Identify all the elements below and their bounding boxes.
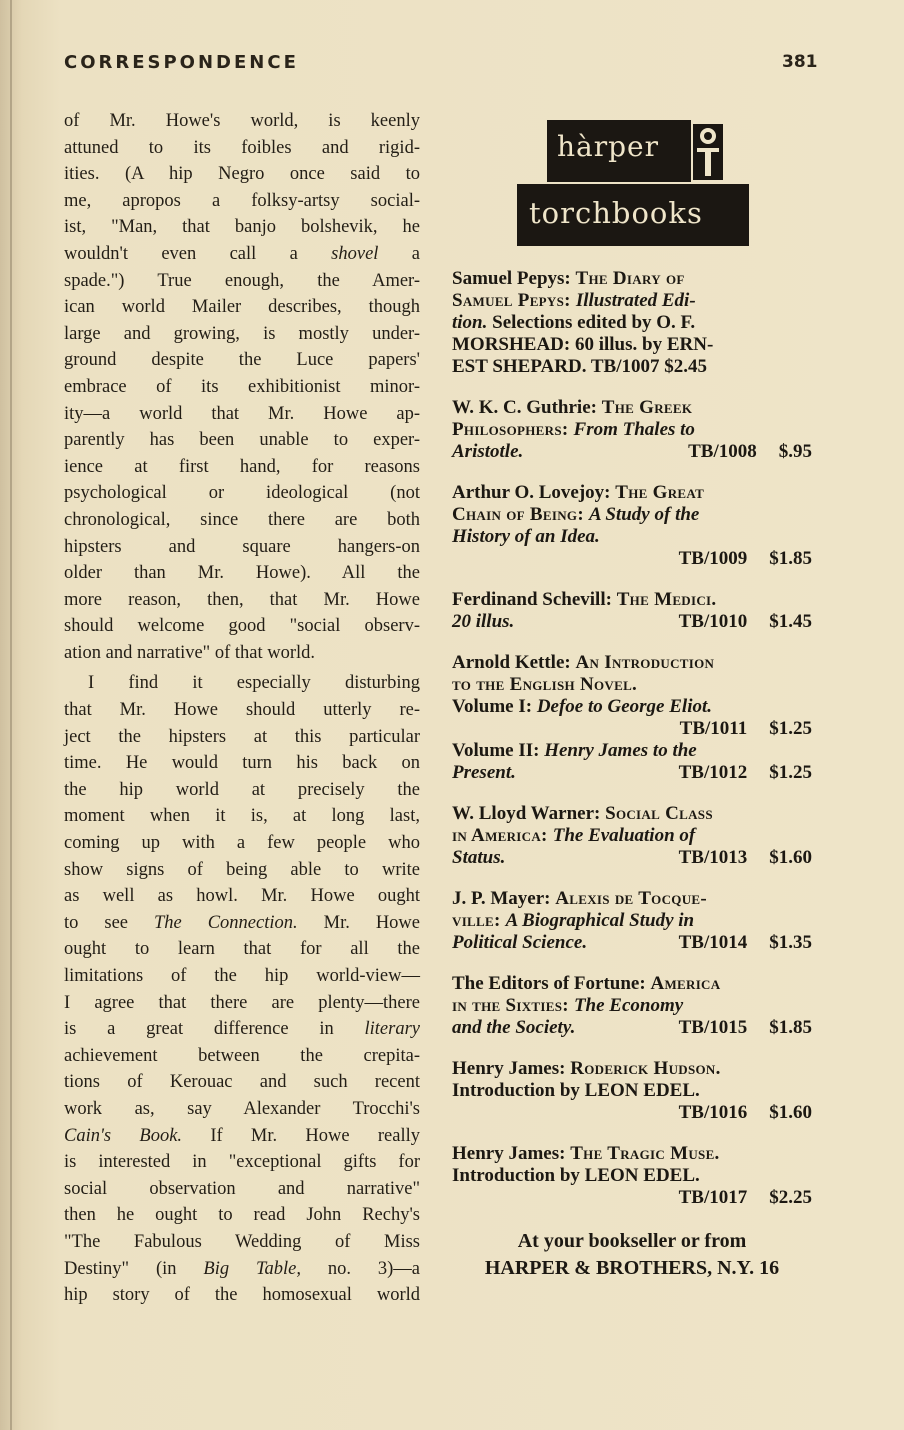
text-line: wouldn't even call a shovel a bbox=[64, 243, 420, 264]
text-line: ience at first hand, for reasons bbox=[64, 456, 420, 477]
running-head: CORRESPONDENCE bbox=[64, 52, 299, 73]
text-line: tions of Kerouac and such recent bbox=[64, 1072, 420, 1093]
text-line: older than Mr. Howe). All the bbox=[64, 563, 420, 584]
text-line: show signs of being able to write bbox=[64, 859, 420, 880]
text-line: as well as howl. Mr. Howe ought bbox=[64, 886, 420, 907]
text-line: time. He would turn his back on bbox=[64, 753, 420, 774]
text-line: limitations of the hip world-view— bbox=[64, 966, 420, 986]
text-line: chronological, since there are both bbox=[64, 509, 420, 530]
text-line: work as, say Alexander Trocchi's bbox=[64, 1098, 420, 1119]
binding-gutter bbox=[10, 0, 12, 1430]
text-line: the hip world at precisely the bbox=[64, 779, 420, 800]
text-line: ity—a world that Mr. Howe ap- bbox=[64, 403, 420, 424]
text-line: of Mr. Howe's world, is keenly bbox=[64, 111, 420, 131]
text-line: embrace of its exhibitionist minor- bbox=[64, 376, 420, 397]
text-line: hip story of the homosexual world bbox=[64, 1285, 420, 1306]
book-entry: Henry James: Roderick Hudson. Introduction by LEON EDEL. TB/1016 $1.60 bbox=[452, 1058, 812, 1123]
text-line: parently has been unable to exper- bbox=[64, 430, 420, 451]
book-entry: Henry James: The Tragic Muse. Introduction by LEON EDEL. TB/1017 $2.25 bbox=[452, 1143, 812, 1208]
text-line: "The Fabulous Wedding of Miss bbox=[64, 1231, 420, 1252]
harper-torchbooks-logo bbox=[517, 120, 749, 250]
book-entry: Samuel Pepys: The Diary of Samuel Pepys: Illustrated Edi- tion. Selections edited by O. F. MORSHEAD: 60 illus. by ERN- EST SHEPARD. TB/1007 $2.45 bbox=[452, 268, 714, 377]
text-line: moment when it is, at long last, bbox=[64, 806, 420, 827]
book-entry: W. Lloyd Warner: Social Class in America: The Evaluation of Status. TB/1013 $1.60 bbox=[452, 803, 812, 868]
text-line: is a great difference in literary bbox=[64, 1019, 420, 1040]
footer-line: At your bookseller or from bbox=[517, 1230, 747, 1252]
text-line: should welcome good "social observ- bbox=[64, 616, 420, 637]
text-line: spade.") True enough, the Amer- bbox=[64, 270, 420, 291]
text-line: achievement between the crepita- bbox=[64, 1045, 420, 1066]
book-entry: Arthur O. Lovejoy: The Great Chain of Being: A Study of the History of an Idea. TB/1009 $1.85 bbox=[452, 482, 812, 569]
text-line: I agree that there are plenty—there bbox=[64, 992, 420, 1013]
book-list bbox=[452, 268, 812, 1282]
text-line: large and growing, is mostly under- bbox=[64, 323, 420, 344]
ad-footer bbox=[452, 1228, 812, 1282]
logo-word-harper: hàrper bbox=[557, 130, 659, 163]
logo-word-torchbooks: torchbooks bbox=[529, 196, 703, 230]
book-entry: Ferdinand Schevill: The Medici. 20 illus. TB/1010 $1.45 bbox=[452, 589, 812, 632]
text-line: ican world Mailer describes, though bbox=[64, 297, 420, 318]
text-line: Cain's Book. If Mr. Howe really bbox=[64, 1125, 420, 1146]
text-line: ities. (A hip Negro once said to bbox=[64, 164, 420, 185]
text-line: ation and narrative" of that world. bbox=[64, 642, 316, 663]
correspondence-column bbox=[64, 108, 420, 1309]
torch-emblem-icon bbox=[693, 124, 723, 180]
text-line: ist, "Man, that banjo bolshevik, he bbox=[64, 217, 420, 238]
footer-publisher: HARPER & BROTHERS, N.Y. 16 bbox=[484, 1257, 780, 1279]
text-line: I find it especially disturbing bbox=[88, 673, 420, 694]
text-line: to see The Connection. Mr. Howe bbox=[64, 912, 420, 933]
text-line: Destiny" (in Big Table, no. 3)—a bbox=[64, 1258, 420, 1279]
text-line: is interested in "exceptional gifts for bbox=[64, 1152, 420, 1173]
book-entry: J. P. Mayer: Alexis de Tocque- ville: A Biographical Study in Political Science. TB/1014 $1.35 bbox=[452, 888, 812, 953]
text-line: that Mr. Howe should utterly re- bbox=[64, 700, 420, 721]
text-line: attuned to its foibles and rigid- bbox=[64, 137, 420, 158]
text-line: coming up with a few people who bbox=[64, 833, 420, 854]
text-line: ject the hipsters at this particular bbox=[64, 726, 420, 747]
book-entry: Arnold Kettle: An Introduction to the English Novel. Volume I: Defoe to George Eliot. TB/1011 $1.25 Volume II: Henry James to the Present. TB/1012 $1.25 bbox=[452, 652, 812, 783]
text-line: hipsters and square hangers-on bbox=[64, 536, 420, 557]
text-line: ground despite the Luce papers' bbox=[64, 350, 420, 371]
text-line: then he ought to read John Rechy's bbox=[64, 1205, 420, 1226]
text-line: ought to learn that for all the bbox=[64, 939, 420, 960]
text-line: more reason, then, that Mr. Howe bbox=[64, 589, 420, 610]
text-line: psychological or ideological (not bbox=[64, 483, 420, 504]
text-line: me, apropos a folksy-artsy social- bbox=[64, 190, 420, 211]
book-entry: W. K. C. Guthrie: The Greek Philosophers: From Thales to Aristotle. TB/1008 $.95 bbox=[452, 397, 812, 462]
text-line: social observation and narrative" bbox=[64, 1178, 420, 1199]
page-number: 381 bbox=[782, 52, 818, 72]
book-entry: The Editors of Fortune: America in the Sixties: The Economy and the Society. TB/1015 $1.85 bbox=[452, 973, 812, 1038]
